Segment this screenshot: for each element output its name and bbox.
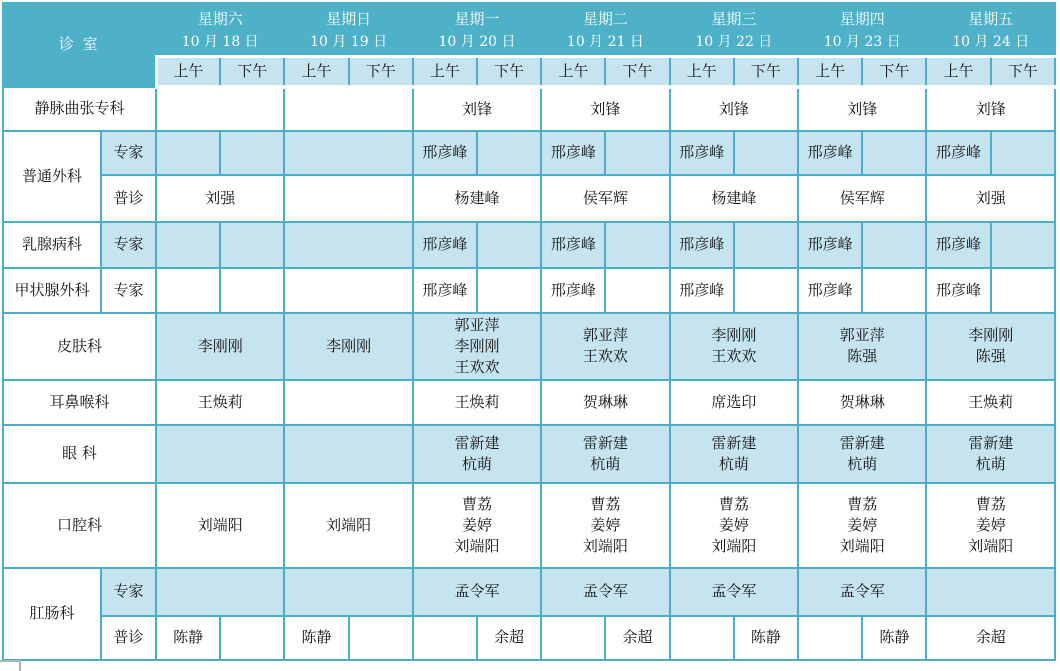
doctor-name: 邢彦峰 — [550, 280, 596, 299]
schedule-cell — [862, 616, 926, 660]
date-label: 10 月 21 日 — [566, 33, 644, 50]
doctor-name: 贺琳琳 — [582, 392, 628, 411]
am-header-thursday: 上午 — [798, 57, 862, 87]
weekday-label: 星期二 — [582, 9, 628, 28]
doctor-name: 余超 — [975, 628, 1006, 646]
schedule-cell — [670, 425, 798, 483]
clinic-type-label: 专家 — [101, 131, 156, 175]
schedule-cell — [413, 268, 477, 313]
schedule-cell-empty — [798, 616, 862, 660]
schedule-cell-empty — [862, 268, 926, 313]
doctor-name: 陈静 — [173, 628, 204, 646]
schedule-row-2 — [3, 131, 1055, 175]
clinic-type-label: 普诊 — [101, 616, 156, 660]
schedule-cell-empty — [734, 268, 798, 313]
am-header-friday: 上午 — [926, 57, 990, 87]
day-header-friday — [926, 3, 1055, 57]
doctor-name: 刘强 — [975, 188, 1006, 207]
room-header-cell: 诊 室 — [3, 3, 156, 87]
doctor-name: 陈静 — [750, 628, 781, 646]
schedule-cell — [798, 175, 926, 222]
doctor-name: 杭萌 — [847, 454, 878, 473]
department-label: 耳鼻喉科 — [3, 380, 156, 425]
weekday-label: 星期四 — [839, 9, 885, 28]
doctor-name: 李刚刚 — [326, 336, 372, 355]
schedule-cell-empty — [284, 175, 412, 222]
doctor-name: 李刚刚 — [454, 336, 500, 355]
pm-header-tuesday: 下午 — [605, 57, 669, 87]
doctor-name: 杨建峰 — [711, 188, 757, 207]
am-header-wednesday: 上午 — [670, 57, 734, 87]
doctor-name: 郭亚萍 — [582, 326, 628, 344]
doctor-name: 邢彦峰 — [422, 235, 468, 253]
doctor-name: 王欢欢 — [454, 357, 500, 376]
doctor-name: 雷新建 — [968, 433, 1014, 452]
doctor-name: 刘锋 — [975, 99, 1006, 118]
schedule-row-11 — [3, 616, 1055, 660]
schedule-cell-empty — [284, 268, 412, 313]
clinic-schedule-table — [2, 2, 1056, 661]
department-label: 静脉曲张专科 — [3, 87, 156, 131]
schedule-cell — [926, 313, 1055, 380]
doctor-name: 王欢欢 — [582, 347, 628, 365]
schedule-cell — [798, 380, 926, 425]
clinic-type-label: 普诊 — [101, 175, 156, 222]
doctor-name: 刘端阳 — [711, 536, 757, 555]
am-header-sunday: 上午 — [284, 57, 348, 87]
doctor-name: 王焕莉 — [197, 392, 243, 411]
doctor-name: 雷新建 — [582, 433, 628, 452]
schedule-cell-empty — [862, 222, 926, 268]
doctor-name: 曹荔 — [462, 494, 493, 513]
schedule-cell-empty — [991, 131, 1055, 175]
doctor-name: 王焕莉 — [968, 392, 1014, 411]
doctor-name: 孟令军 — [582, 582, 628, 600]
doctor-name: 余超 — [494, 628, 525, 646]
schedule-row-4 — [3, 222, 1055, 268]
doctor-name: 刘端阳 — [968, 536, 1014, 555]
schedule-cell — [541, 268, 605, 313]
schedule-cell-empty — [605, 268, 669, 313]
schedule-cell — [156, 616, 220, 660]
clinic-type-label: 专家 — [101, 268, 156, 313]
schedule-cell — [926, 380, 1055, 425]
schedule-cell-empty — [284, 131, 412, 175]
pm-header-friday: 下午 — [991, 57, 1055, 87]
schedule-row-3 — [3, 175, 1055, 222]
schedule-row-1 — [3, 87, 1055, 131]
schedule-cell — [670, 483, 798, 568]
am-header-tuesday: 上午 — [541, 57, 605, 87]
schedule-cell — [670, 87, 798, 131]
schedule-cell — [926, 483, 1055, 568]
weekday-label: 星期三 — [711, 9, 757, 28]
schedule-cell — [798, 222, 862, 268]
doctor-name: 邢彦峰 — [807, 280, 853, 299]
schedule-cell — [926, 268, 990, 313]
doctor-name: 雷新建 — [711, 433, 757, 452]
doctor-name: 郭亚萍 — [839, 326, 885, 344]
schedule-cell — [413, 425, 541, 483]
schedule-cell — [926, 175, 1055, 222]
doctor-name: 姜婷 — [462, 515, 493, 534]
doctor-name: 刘端阳 — [839, 536, 885, 555]
schedule-cell — [413, 131, 477, 175]
schedule-cell-empty — [605, 222, 669, 268]
schedule-cell — [798, 131, 862, 175]
schedule-cell — [413, 380, 541, 425]
schedule-cell — [413, 87, 541, 131]
doctor-name: 刘锋 — [590, 99, 621, 118]
doctor-name: 邢彦峰 — [550, 235, 596, 253]
pm-header-sunday: 下午 — [349, 57, 413, 87]
schedule-cell — [670, 380, 798, 425]
doctor-name: 刘端阳 — [326, 515, 372, 534]
doctor-name: 邢彦峰 — [679, 143, 725, 161]
schedule-cell-empty — [284, 380, 412, 425]
schedule-row-9 — [3, 483, 1055, 568]
schedule-cell-empty — [477, 131, 541, 175]
clinic-type-label: 专家 — [101, 568, 156, 616]
department-label: 普通外科 — [3, 131, 101, 222]
schedule-cell — [926, 616, 1055, 660]
schedule-cell — [156, 483, 284, 568]
doctor-name: 刘强 — [205, 188, 236, 207]
schedule-row-7 — [3, 380, 1055, 425]
schedule-cell-empty — [991, 222, 1055, 268]
day-header-thursday — [798, 3, 926, 57]
doctor-name: 李刚刚 — [968, 326, 1014, 344]
schedule-cell — [541, 87, 669, 131]
doctor-name: 姜婷 — [975, 515, 1006, 534]
schedule-cell — [670, 268, 734, 313]
schedule-cell — [156, 380, 284, 425]
doctor-name: 刘锋 — [847, 99, 878, 118]
doctor-name: 侯军辉 — [582, 188, 628, 207]
doctor-name: 邢彦峰 — [679, 280, 725, 299]
schedule-cell-empty — [220, 616, 284, 660]
department-label: 乳腺病科 — [3, 222, 101, 268]
schedule-cell — [926, 425, 1055, 483]
day-header-tuesday — [541, 3, 669, 57]
department-label: 口腔科 — [3, 483, 156, 568]
doctor-name: 李刚刚 — [711, 326, 757, 344]
doctor-name: 孟令军 — [711, 582, 757, 600]
doctor-name: 雷新建 — [454, 433, 500, 452]
doctor-name: 陈强 — [975, 347, 1006, 365]
schedule-cell-empty — [156, 87, 284, 131]
schedule-cell — [284, 483, 412, 568]
weekday-label: 星期五 — [968, 9, 1014, 28]
schedule-cell — [670, 568, 798, 616]
doctor-name: 姜婷 — [847, 515, 878, 534]
schedule-cell-empty — [284, 222, 412, 268]
doctor-name: 邢彦峰 — [936, 143, 982, 161]
schedule-cell-empty — [220, 222, 284, 268]
schedule-cell — [670, 222, 734, 268]
doctor-name: 姜婷 — [718, 515, 749, 534]
doctor-name: 曹荔 — [975, 494, 1006, 513]
table-header — [3, 3, 1055, 87]
doctor-name: 席选印 — [711, 392, 757, 411]
schedule-row-6 — [3, 313, 1055, 380]
doctor-name: 侯军辉 — [839, 188, 885, 207]
schedule-cell — [798, 483, 926, 568]
schedule-cell-empty — [156, 425, 284, 483]
day-header-wednesday — [670, 3, 798, 57]
schedule-cell — [541, 568, 669, 616]
schedule-cell-empty — [156, 131, 220, 175]
day-header-monday — [413, 3, 541, 57]
doctor-name: 刘锋 — [718, 99, 749, 118]
schedule-cell-empty — [349, 616, 413, 660]
schedule-cell-empty — [734, 222, 798, 268]
schedule-cell — [798, 425, 926, 483]
department-label: 眼 科 — [3, 425, 156, 483]
doctor-name: 邢彦峰 — [936, 280, 982, 299]
schedule-cell-empty — [220, 131, 284, 175]
doctor-name: 邢彦峰 — [550, 143, 596, 161]
weekday-label: 星期一 — [454, 9, 500, 28]
weekday-label: 星期六 — [197, 9, 243, 28]
doctor-name: 杭萌 — [718, 454, 749, 473]
doctor-name: 邢彦峰 — [807, 143, 853, 161]
date-label: 10 月 22 日 — [695, 33, 773, 50]
day-header-sunday — [284, 3, 412, 57]
schedule-cell — [413, 483, 541, 568]
doctor-name: 曹荔 — [590, 494, 621, 513]
schedule-cell — [541, 483, 669, 568]
doctor-name: 邢彦峰 — [679, 235, 725, 253]
pm-header-saturday: 下午 — [220, 57, 284, 87]
doctor-name: 曹荔 — [847, 494, 878, 513]
schedule-cell — [798, 268, 862, 313]
schedule-cell — [670, 131, 734, 175]
am-header-saturday: 上午 — [156, 57, 220, 87]
schedule-cell-empty — [284, 568, 412, 616]
doctor-name: 贺琳琳 — [839, 392, 885, 411]
schedule-row-8 — [3, 425, 1055, 483]
schedule-cell-empty — [991, 268, 1055, 313]
schedule-cell — [413, 222, 477, 268]
doctor-name: 杨建峰 — [454, 188, 500, 207]
doctor-name: 杭萌 — [975, 454, 1006, 473]
doctor-name: 陈强 — [847, 347, 878, 365]
doctor-name: 邢彦峰 — [807, 235, 853, 253]
schedule-cell — [284, 616, 348, 660]
day-header-saturday — [156, 3, 284, 57]
doctor-name: 陈静 — [879, 628, 910, 646]
schedule-cell-empty — [734, 131, 798, 175]
schedule-cell — [798, 87, 926, 131]
clinic-type-label: 专家 — [101, 222, 156, 268]
doctor-name: 刘锋 — [462, 99, 493, 118]
schedule-cell — [798, 313, 926, 380]
schedule-cell-empty — [605, 131, 669, 175]
doctor-name: 孟令军 — [454, 582, 500, 600]
schedule-row-10 — [3, 568, 1055, 616]
schedule-cell — [413, 313, 541, 380]
schedule-cell — [156, 175, 284, 222]
am-pm-header-row — [3, 57, 1055, 87]
schedule-cell — [284, 313, 412, 380]
doctor-name: 邢彦峰 — [422, 143, 468, 161]
schedule-cell-empty — [156, 568, 284, 616]
doctor-name: 王欢欢 — [711, 347, 757, 365]
schedule-row-5 — [3, 268, 1055, 313]
schedule-cell — [477, 616, 541, 660]
schedule-body — [3, 87, 1055, 660]
schedule-cell-empty — [862, 131, 926, 175]
schedule-cell — [798, 568, 926, 616]
department-label: 肛肠科 — [3, 568, 101, 660]
schedule-cell — [670, 175, 798, 222]
doctor-name: 刘端阳 — [582, 536, 628, 555]
schedule-cell — [926, 222, 990, 268]
schedule-cell-empty — [413, 616, 477, 660]
doctor-name: 余超 — [622, 628, 653, 646]
doctor-name: 孟令军 — [839, 582, 885, 600]
doctor-name: 刘端阳 — [454, 536, 500, 555]
schedule-cell-empty — [284, 87, 412, 131]
doctor-name: 陈静 — [301, 628, 332, 646]
date-label: 10 月 23 日 — [823, 33, 901, 50]
am-header-monday: 上午 — [413, 57, 477, 87]
schedule-cell — [413, 175, 541, 222]
schedule-cell — [541, 175, 669, 222]
schedule-cell-empty — [477, 268, 541, 313]
schedule-cell — [926, 87, 1055, 131]
date-label: 10 月 18 日 — [181, 33, 259, 50]
schedule-cell-empty — [926, 568, 1055, 616]
department-label: 皮肤科 — [3, 313, 156, 380]
schedule-cell-empty — [220, 268, 284, 313]
page-corner-artifact — [0, 660, 21, 671]
doctor-name: 杭萌 — [462, 454, 493, 473]
pm-header-wednesday: 下午 — [734, 57, 798, 87]
schedule-cell — [541, 222, 605, 268]
pm-header-thursday: 下午 — [862, 57, 926, 87]
schedule-cell — [541, 425, 669, 483]
weekday-header-row — [3, 3, 1055, 57]
schedule-cell — [413, 568, 541, 616]
schedule-cell — [541, 380, 669, 425]
doctor-name: 邢彦峰 — [422, 280, 468, 299]
schedule-cell-empty — [477, 222, 541, 268]
doctor-name: 曹荔 — [718, 494, 749, 513]
date-label: 10 月 20 日 — [438, 33, 516, 50]
schedule-cell — [541, 131, 605, 175]
date-label: 10 月 24 日 — [952, 33, 1030, 50]
doctor-name: 刘端阳 — [197, 515, 243, 534]
schedule-cell-empty — [541, 616, 605, 660]
schedule-cell-empty — [284, 425, 412, 483]
doctor-name: 郭亚萍 — [454, 315, 500, 334]
department-label: 甲状腺外科 — [3, 268, 101, 313]
schedule-cell — [156, 313, 284, 380]
schedule-cell — [734, 616, 798, 660]
doctor-name: 王焕莉 — [454, 392, 500, 411]
doctor-name: 杭萌 — [590, 454, 621, 473]
date-label: 10 月 19 日 — [310, 33, 388, 50]
doctor-name: 邢彦峰 — [936, 235, 982, 253]
doctor-name: 李刚刚 — [197, 336, 243, 355]
schedule-cell — [541, 313, 669, 380]
schedule-cell-empty — [670, 616, 734, 660]
doctor-name: 姜婷 — [590, 515, 621, 534]
weekday-label: 星期日 — [326, 9, 372, 28]
schedule-cell — [670, 313, 798, 380]
schedule-cell-empty — [156, 222, 220, 268]
schedule-cell-empty — [156, 268, 220, 313]
schedule-cell — [605, 616, 669, 660]
schedule-cell — [926, 131, 990, 175]
doctor-name: 雷新建 — [839, 433, 885, 452]
pm-header-monday: 下午 — [477, 57, 541, 87]
